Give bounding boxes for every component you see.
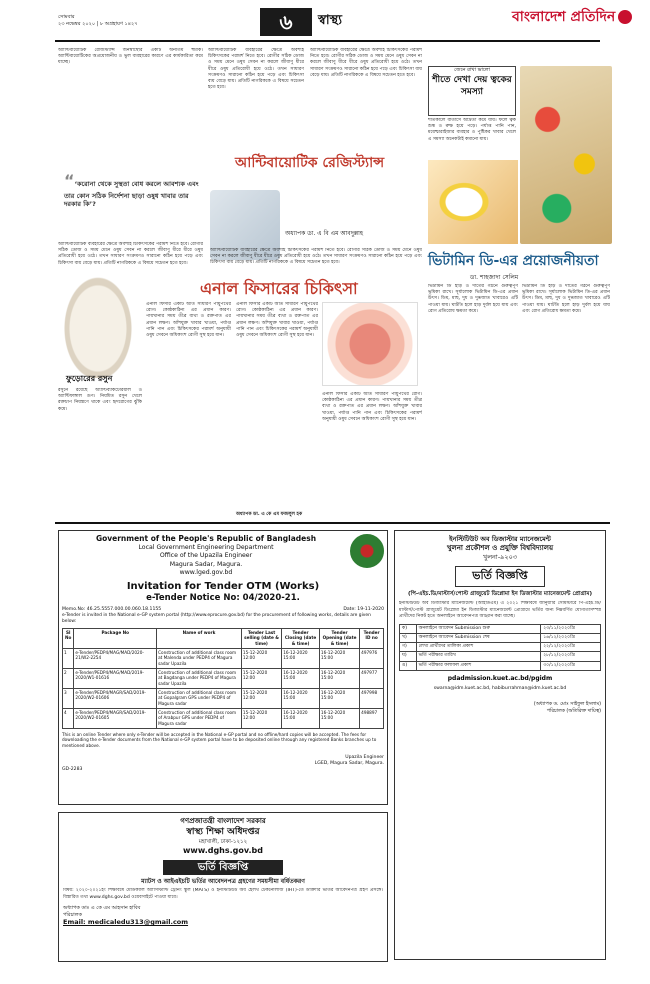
anal-fissure-byline: অধ্যাপক ডা. এ কে এম ফজলুল হক <box>236 512 303 517</box>
tender-memo: Memo.No: 46.25.5557.000.00.060.18.1155 <box>62 606 162 612</box>
dghs-email[interactable]: Email: medicaledu313@gmail.com <box>63 918 189 927</box>
admission-notice <box>394 530 606 960</box>
header-rule <box>55 40 600 42</box>
tender-intro: e-Tender is invited in the National e-GP system portal (http://www.eprocure.gov.bd) for the procurement of following works, details are given below: <box>62 612 371 624</box>
antibiotic-pullquote: “‘করোনা থেকে সুস্থতা বোধ করলে আবশ্যক এবং তার কোন সঠিক নির্দেশনা ছাড়া ওষুধ খাবার তার দরকার কি’? <box>64 171 199 209</box>
dghs-dept: স্বাস্থ্য শিক্ষা অধিদপ্তর <box>186 827 260 838</box>
table-row: ঘ) ভর্তি পরীক্ষার তারিখ ২৮/১২/২০২০খ্রি <box>400 652 601 661</box>
admission-institute: ইনস্টিটিউট অব ডিজাস্টার ম্যানেজমেন্ট <box>449 535 551 543</box>
tender-gov: Government of the People's Republic of Bangladesh <box>95 534 317 543</box>
antibiotic-intro: অ্যান্টিবায়োটিক রেজিস্ট্যান্স জনস্বাস্থ্যের একটি অন্যতম হুমকি। অ্যান্টিবায়োটিকের অপ্রয়োজনীয় ও ভুল ব্যবহারের কারণে এর কার্যকারিতা কমে যাচ্ছে। <box>58 48 203 66</box>
table-row: 1 e-Tender/PEDP4/MAG/MAD/2020-21/W2-2254 Construction of additional class room at Malenda under PEDP4 of Magura sadar Upazila 15-12-2020 12:00 16-12-2020 15:00 16-12-2020 15:00 497976 <box>63 648 384 668</box>
anal-fissure-col2: এনাল ফিসার একটি অতি সাধারণ পায়ুপথের রোগ। কোষ্ঠকাঠিন্য এর প্রধান কারণ। পায়খানার সময় তীব্র ব্যথা ও রক্তপাত এর প্রধান লক্ষণ। আঁশযুক্ত খাবার খাওয়া, পর্যাপ্ত পানি পান এবং চিকিৎসকের পরামর্শ অনুযায়ী ওষুধ সেবনে অধিকাংশ রোগী সুস্থ হয়ে যান। <box>236 302 318 338</box>
logo-text: বাংলাদেশ প্রতিদিন <box>512 9 616 25</box>
anal-fissure-headline: এনাল ফিসারের চিকিৎসা <box>200 279 358 298</box>
col-opening: Tender Opening (date & time) <box>319 628 359 648</box>
winter-body: শীতকালে বাতাসে আর্দ্রতা কমে যায়। ফলে ত্বক শুষ্ক ও রুক্ষ হয়ে পড়ে। পর্যাপ্ত পানি পান, ময়েশ্চারাইজার ব্যবহার ও পুষ্টিকর খাবার খেলে এ সমস্যা অনেকটাই কমানো যায়। <box>428 118 516 142</box>
vitamin-d-byline: ডা. শাহজাদা সেলিম <box>470 274 519 281</box>
col-work: Name of work <box>157 628 242 648</box>
admission-schedule <box>399 624 601 671</box>
antibiotic-body-b: অ্যান্টিবায়োটিক ব্যবহারের ক্ষেত্রে অবশ্যই চিকিৎসকের পরামর্শ নিতে হবে। রোগীর সঠিক ডোজ ও সময় মেনে ওষুধ সেবন না করলে জীবাণু ধীরে ধীরে ওষুধ প্রতিরোধী হয়ে ওঠে। তখন সাধারণ সংক্রমণও সারানো কঠিন হয়ে পড়ে এবং চিকিৎসা ব্যয় বেড়ে যায়। প্রতিটি নাগরিককে এ বিষয়ে সচেতন হতে হবে। <box>210 248 422 266</box>
table-row: গ) লেখ্য প্রার্থীদের তালিকা প্রকাশ ২২/১২/২০২০খ্রি <box>400 643 601 652</box>
tender-notice-no: e-Tender Notice No: 04/2020-21. <box>146 593 300 604</box>
table-row: 4 e-Tender/PEDP4/MAGR/SAD/2019-2020/W2-01605 Construction of additional class room of Arabpur GPS under PEDP4 of Magura sadar 15-12-2020 12:00 16-12-2020 15:00 16-12-2020 15:00 498897 <box>63 708 384 728</box>
antibiotic-col3: অ্যান্টিবায়োটিক ব্যবহারের ক্ষেত্রে অবশ্যই চিকিৎসকের পরামর্শ নিতে হবে। রোগীর সঠিক ডোজ ও সময় মেনে ওষুধ সেবন না করলে জীবাণু ধীরে ধীরে ওষুধ প্রতিরোধী হয়ে ওঠে। তখন সাধারণ সংক্রমণও সারানো কঠিন হয়ে পড়ে এবং চিকিৎসা ব্যয় বেড়ে যায়। প্রতিটি নাগরিককে এ বিষয়ে সচেতন হতে হবে। <box>310 48 422 78</box>
vitamin-d-col1: ভিটামিন ডি হাড় ও দাঁতের গঠনে গুরুত্বপূর্ণ ভূমিকা রাখে। সূর্যালোক ভিটামিন ডি-এর প্রধান উৎস। ডিম, মাছ, দুধ ও দুগ্ধজাত খাবারেও এটি পাওয়া যায়। ঘাটতি হলে হাড় দুর্বল হয়ে যায় এবং রোগ প্রতিরোধ ক্ষমতা কমে। <box>428 284 518 314</box>
tender-code: GD-2283 <box>62 767 83 773</box>
antibiotic-headline: আন্টিবায়োটিক রেজিস্ট্যান্স <box>235 155 385 171</box>
winter-headline: শীতে দেখা দেয় ত্বকের সমস্যা <box>432 74 512 97</box>
tender-title: Invitation for Tender OTM (Works) <box>126 580 320 592</box>
winter-tip-box <box>428 66 516 116</box>
antibiotic-col2: অ্যান্টিবায়োটিক ব্যবহারের ক্ষেত্রে অবশ্যই চিকিৎসকের পরামর্শ নিতে হবে। রোগীর সঠিক ডোজ ও সময় মেনে ওষুধ সেবন না করলে জীবাণু ধীরে ধীরে ওষুধ প্রতিরোধী হয়ে ওঠে। তখন সাধারণ সংক্রমণও সারানো কঠিন হয়ে পড়ে এবং চিকিৎসা ব্যয় বেড়ে যায়। প্রতিটি নাগরিককে এ বিষয়ে সচেতন হতে হবে। <box>208 48 304 91</box>
admission-emails[interactable]: swarna@idm.kuet.ac.bd, habiburrahman@idm.kuet.ac.bd <box>433 685 567 691</box>
dghs-signatory: অধ্যাপক ডাঃ এ কে এম আহসান হাবিব পরিচালক <box>63 904 141 918</box>
bangladesh-emblem-icon <box>350 534 384 568</box>
table-row: 3 e-Tender/PEDP4/MAGR/SAD/2019-2020/W2-01606 Construction of additional class room at Gopalgram GPS under PEDP4 of Magura sadar 15-12-2020 12:00 16-12-2020 15:00 16-12-2020 15:00 497998 <box>63 688 384 708</box>
table-row: 2 e-Tender/PEDP4/MAG/MAD/2019-2020/W1-01616 Construction of additional class room at Bagdanga under PEDP4 of Magura sadar Upazila 15-12-2020 12:00 16-12-2020 15:00 16-12-2020 15:00 497977 <box>63 668 384 688</box>
vitamin-d-col2: ভিটামিন ডি হাড় ও দাঁতের গঠনে গুরুত্বপূর্ণ ভূমিকা রাখে। সূর্যালোক ভিটামিন ডি-এর প্রধান উৎস। ডিম, মাছ, দুধ ও দুগ্ধজাত খাবারেও এটি পাওয়া যায়। ঘাটতি হলে হাড় দুর্বল হয়ে যায় এবং রোগ প্রতিরোধ ক্ষমতা কমে। <box>522 284 610 314</box>
tender-office: Office of the Upazila Engineer <box>159 552 253 560</box>
col-sl: Sl No <box>63 628 74 648</box>
admission-signatory: (অধ্যাপক ড. মোঃ সাইফুল ইসলাম) পরিচালক (অতিরিক্ত দায়িত্ব) <box>533 702 601 714</box>
tender-web[interactable]: www.lged.gov.bd <box>179 569 233 577</box>
admission-city: খুলনা-৯২০৩ <box>482 553 518 562</box>
quote-icon: “ <box>64 171 75 190</box>
admission-title: ভর্তি বিজ্ঞপ্তি <box>455 566 545 587</box>
anal-fissure-col1: এনাল ফিসার একটি অতি সাধারণ পায়ুপথের রোগ। কোষ্ঠকাঠিন্য এর প্রধান কারণ। পায়খানার সময় তীব্র ব্যথা ও রক্তপাত এর প্রধান লক্ষণ। আঁশযুক্ত খাবার খাওয়া, পর্যাপ্ত পানি পান এবং চিকিৎসকের পরামর্শ অনুযায়ী ওষুধ সেবনে অধিকাংশ রোগী সুস্থ হয়ে যান। <box>146 302 231 338</box>
antibiotic-body-a: অ্যান্টিবায়োটিক ব্যবহারের ক্ষেত্রে অবশ্যই চিকিৎসকের পরামর্শ নিতে হবে। রোগীর সঠিক ডোজ ও সময় মেনে ওষুধ সেবন না করলে জীবাণু ধীরে ধীরে ওষুধ প্রতিরোধী হয়ে ওঠে। তখন সাধারণ সংক্রমণও সারানো কঠিন হয়ে পড়ে এবং চিকিৎসা ব্যয় বেড়ে যায়। প্রতিটি নাগরিককে এ বিষয়ে সচেতন হতে হবে। <box>58 242 203 266</box>
vegetables-photo <box>520 66 612 244</box>
col-id: Tender ID no <box>360 628 384 648</box>
section-divider <box>55 522 610 524</box>
dghs-notice <box>58 812 388 962</box>
vitamin-d-headline: ভিটামিন ডি-এর প্রয়োজনীয়তা <box>428 253 599 269</box>
garlic-photo <box>58 268 138 378</box>
col-closing: Tender Closing (date & time) <box>282 628 320 648</box>
col-selling: Tender Last selling (date & time) <box>241 628 281 648</box>
admission-subtitle: (পি-এইচ.ডি/মাস্টার্স/পোস্ট গ্রাজুয়েট ডিপ্লোমা ইন ডিজাস্টার ম্যানেজমেন্ট প্রোগ্রাম) <box>407 590 593 597</box>
tender-signatory: Upazila Engineer LGED, Magura Sadar, Magura. <box>314 754 384 766</box>
dghs-subtitle: ম্যাটস ও আইএইচটি ভর্তির আবেদনপত্র গ্রহণের সময়সীমা বর্ধিতকরণ <box>141 878 305 886</box>
egg-photo <box>428 160 518 244</box>
dghs-address: মহাখালী, ঢাকা-১২১২ <box>198 838 248 845</box>
garlic-title: ফুড়োরের রসুন <box>66 374 113 383</box>
antibiotic-byline: অধ্যাপক ডা. এ বি এম আবদুল্লাহ <box>285 230 364 237</box>
winter-kicker: জেনে রাখা ভালো <box>454 67 490 73</box>
newspaper-logo <box>512 8 632 27</box>
tender-header-row <box>63 628 384 648</box>
admission-body: ইনস্টিটিউট অব ডিজাস্টার ম্যানেজমেন্ট (আইডিএম) এ ২০২১ শিক্ষাবর্ষে জানুয়ারি সেমিস্টারে পি-এইচ.ডি/মাস্টার্স/পোস্ট গ্রাজুয়েট ডিপ্লোমা ইন ডিজাস্টার ম্যানেজমেন্ট প্রোগ্রামে ভর্তির জন্য নিম্নবর্ণিত যোগ্যতাসম্পন্ন প্রার্থীদের নিকট হতে অনলাইনে আবেদনপত্র আহ্বান করা যাচ্ছে। <box>399 601 601 619</box>
table-row: ক) অনলাইনে আবেদন Submission শুরু ২৩/১১/২০২০খ্রি <box>400 624 601 633</box>
table-row: খ) অনলাইনে আবেদন Submission শেষ ১৬/১২/২০২০খ্রি <box>400 634 601 643</box>
logo-mark-icon <box>618 10 632 24</box>
tender-date: Date: 19-11-2020 <box>343 606 384 612</box>
colon-diagram <box>322 302 418 386</box>
section-title: স্বাস্থ্য <box>318 13 343 28</box>
admission-link[interactable]: pdadmission.kuet.ac.bd/pgidm <box>447 674 553 682</box>
garlic-body: রসুনে রয়েছে অ্যান্টিব্যাকটেরিয়াল ও অ্যান্টিফাঙ্গাল গুণ। নিয়মিত রসুন খেলে রক্তচাপ নিয়ন্ত্রণে থাকে এবং হৃদরোগের ঝুঁকি কমে। <box>58 388 142 412</box>
anal-fissure-col3: এনাল ফিসার একটি অতি সাধারণ পায়ুপথের রোগ। কোষ্ঠকাঠিন্য এর প্রধান কারণ। পায়খানার সময় তীব্র ব্যথা ও রক্তপাত এর প্রধান লক্ষণ। আঁশযুক্ত খাবার খাওয়া, পর্যাপ্ত পানি পান এবং চিকিৎসকের পরামর্শ অনুযায়ী ওষুধ সেবনে অধিকাংশ রোগী সুস্থ হয়ে যান। <box>322 392 422 422</box>
tender-place: Magura Sadar, Magura. <box>169 560 243 568</box>
tender-footer: This is an online Tender where only e-Tender will be accepted in the National e-GP portal and no offline/hard copies will be accepted. The fees for downloading the e-Tender documents from the National e-GP system portal have to be deposited online through any registered Banks branches up to mentioned above. <box>62 731 377 749</box>
dghs-body: বিষয়: ২০২০-২০২১ইং শিক্ষাবর্ষে মেডিক্যাল অ্যাসিস্ট্যান্ট ট্রেনিং স্কুল (MATS) ও ইনস্টিটিউট অব হেলথ টেকনোলজি (IHT)-তে ডাক্তারি ভর্তির আবেদনপত্র গ্রহণ প্রসঙ্গে। বিস্তারিত তথ্য www.dghs.gov.bd ওয়েবসাইটে পাওয়া যাবে। <box>63 888 383 900</box>
dghs-gov: গণপ্রজাতন্ত্রী বাংলাদেশ সরকার <box>180 817 266 825</box>
issue-date: সোমবার ২৩ নভেম্বর ২০২০ | ৮ অগ্রহায়ণ ১৪২৭ <box>58 14 138 27</box>
tender-notice <box>58 530 388 805</box>
col-package: Package No <box>74 628 157 648</box>
tender-dept: Local Government Engineering Department <box>138 544 274 552</box>
dghs-url[interactable]: www.dghs.gov.bd <box>183 846 263 855</box>
admission-university: খুলনা প্রকৌশল ও প্রযুক্তি বিশ্ববিদ্যালয় <box>446 543 554 552</box>
page-number: ৬ <box>260 8 312 36</box>
dghs-title: ভর্তি বিজ্ঞপ্তি <box>163 860 283 876</box>
tender-table <box>62 628 384 729</box>
table-row: ঙ) ভর্তি পরীক্ষার ফলাফল প্রকাশ ৩০/১২/২০২০খ্রি <box>400 661 601 670</box>
